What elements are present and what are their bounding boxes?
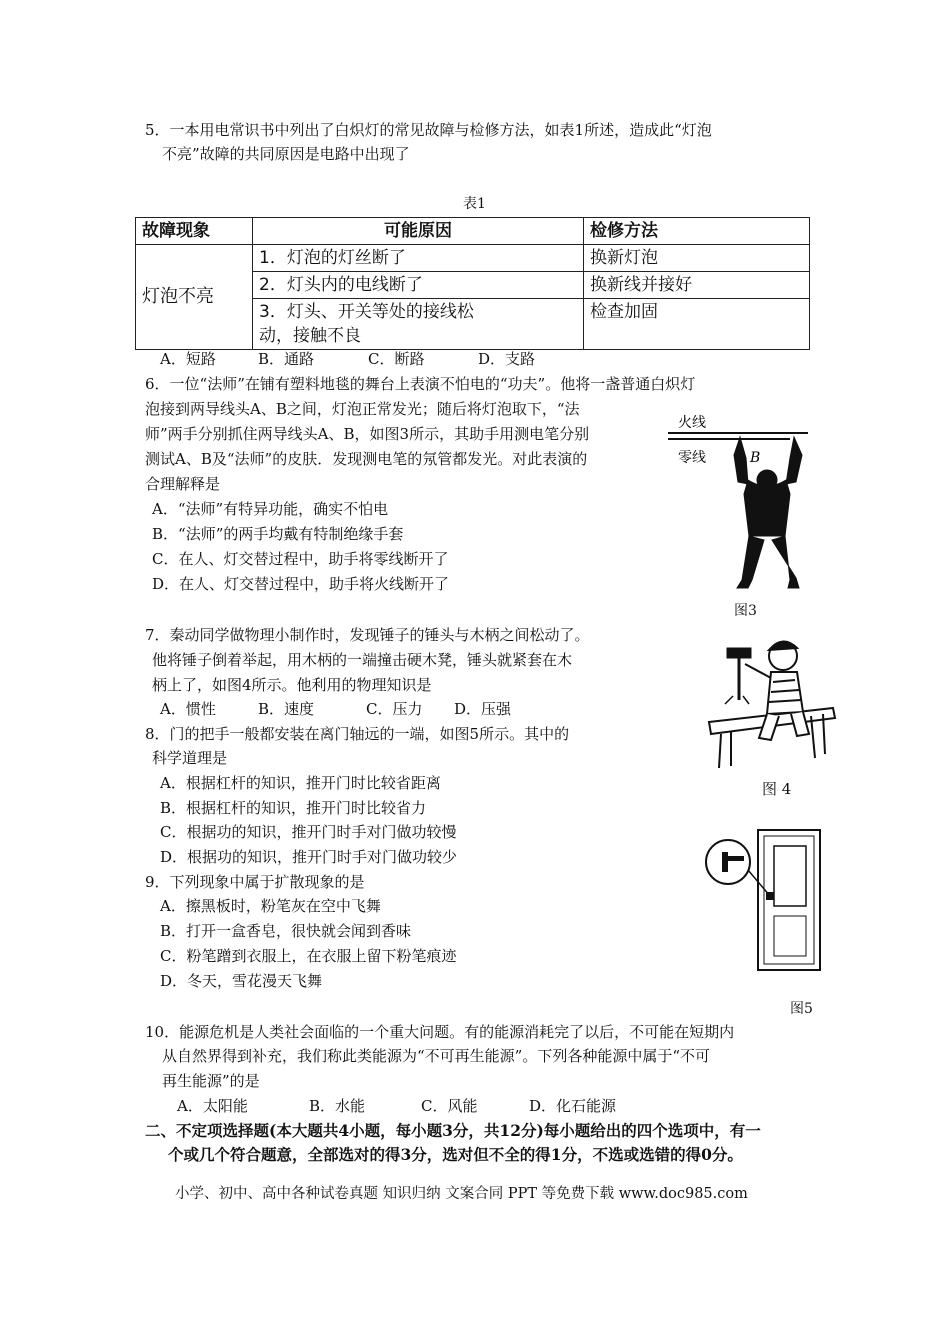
table-cell-fix: 换新灯泡	[584, 245, 810, 272]
q5-option-c: C．断路	[368, 350, 425, 368]
figure3-caption: 图3	[734, 603, 757, 619]
q8-option-d: D．根据功的知识，推开门时手对门做功较少	[160, 848, 458, 866]
q9-option-d: D．冬天，雪花漫天飞舞	[160, 972, 323, 990]
q6-stem-line5: 合理解释是	[145, 475, 221, 493]
table-cell-cause: 2．灯头内的电线断了	[253, 272, 584, 299]
q8-option-b: B．根据杠杆的知识，推开门时比较省力	[160, 799, 427, 817]
figure4-boy-hammer	[705, 630, 840, 770]
figure3-person-silhouette	[734, 437, 802, 588]
table-cell-cause: 1．灯泡的灯丝断了	[253, 245, 584, 272]
table-row	[136, 245, 810, 272]
q10-stem-line2: 从自然界得到补充，我们称此类能源为“不可再生能源”。下列各种能源中属于“不可	[162, 1047, 711, 1065]
q6-option-c: C．在人、灯交替过程中，助手将零线断开了	[152, 550, 449, 568]
q10-option-c: C．风能	[421, 1097, 478, 1115]
q7-option-a: A．惯性	[160, 700, 216, 718]
q8-stem-line2: 科学道理是	[152, 749, 228, 767]
page-footer: 小学、初中、高中各种试卷真题 知识归纳 文案合同 PPT 等免费下载 www.doc985.com	[175, 1186, 748, 1202]
q8-stem-line1: 8．门的把手一般都安装在离门轴远的一端，如图5所示。其中的	[145, 725, 570, 743]
table-header-cause: 可能原因	[253, 218, 584, 245]
figure5-caption: 图5	[790, 1001, 813, 1017]
figure5-door	[700, 826, 825, 974]
q7-option-c: C．压力	[366, 700, 423, 718]
table-cell-fault: 灯泡不亮	[136, 245, 253, 350]
q10-option-b: B．水能	[309, 1097, 366, 1115]
q6-option-d: D．在人、灯交替过程中，助手将火线断开了	[152, 575, 450, 593]
q10-option-d: D．化石能源	[529, 1097, 617, 1115]
q6-option-a: A．“法师”有特异功能，确实不怕电	[152, 500, 389, 518]
fault-table	[135, 217, 810, 350]
table-cell-fix: 检查加固	[584, 299, 810, 350]
q7-options	[160, 698, 511, 720]
figure3-live-wire-label: 火线	[678, 415, 706, 431]
q6-option-b: B．“法师”的两手均戴有特制绝缘手套	[152, 525, 404, 543]
q5-stem-line2: 不亮”故障的共同原因是电路中出现了	[162, 145, 410, 163]
q7-stem-line1: 7．秦动同学做物理小制作时，发现锤子的锤头与木柄之间松动了。	[145, 626, 590, 644]
q8-option-c: C．根据功的知识，推开门时手对门做功较慢	[160, 823, 457, 841]
table-header-row	[136, 218, 810, 245]
q7-option-d: D．压强	[454, 700, 512, 718]
q9-option-c: C．粉笔蹭到衣服上，在衣服上留下粉笔痕迹	[160, 947, 457, 965]
section2-heading-line2: 个或几个符合题意，全部选对的得3分，选对但不全的得1分，不选或选错的得0分。	[168, 1145, 743, 1164]
figure4-caption: 图 4	[762, 780, 792, 798]
figure3-b-label: B	[750, 450, 761, 466]
q5-option-a: A．短路	[160, 350, 216, 368]
table1-caption: 表1	[463, 196, 486, 212]
figure3-magician	[668, 410, 816, 595]
figure3-neutral-wire-label: 零线	[678, 450, 706, 466]
figure4-hammer	[725, 648, 751, 704]
q10-stem-line1: 10．能源危机是人类社会面临的一个重大问题。有的能源消耗完了以后，不可能在短期内	[145, 1023, 735, 1041]
q6-stem-line1: 6．一位“法师”在铺有塑料地毯的舞台上表演不怕电的“功夫”。他将一盏普通白炽灯	[145, 375, 696, 393]
q5-stem-line1: 5．一本用电常识书中列出了白炽灯的常见故障与检修方法，如表1所述，造成此“灯泡	[145, 121, 712, 139]
q10-option-a: A．太阳能	[177, 1097, 248, 1115]
table-cell-cause-line1: 3．灯头、开关等处的接线松	[259, 302, 474, 322]
table-header-fix: 检修方法	[584, 218, 810, 245]
q6-stem-line3: 师”两手分别抓住两导线头A、B，如图3所示，其助手用测电笔分别	[145, 425, 590, 443]
section2-heading-line1: 二、不定项选择题(本大题共4小题，每小题3分，共12分)每小题给出的四个选项中，有一	[145, 1121, 761, 1140]
q6-stem-line2: 泡接到两导线头A、B之间，灯泡正常发光；随后将灯泡取下，“法	[145, 400, 580, 418]
q7-stem-line3: 柄上了，如图4所示。他利用的物理知识是	[152, 676, 432, 694]
q6-stem-line4: 测试A、B及“法师”的皮肤．发现测电笔的氖管都发光。对此表演的	[145, 450, 588, 468]
q10-options	[177, 1095, 616, 1117]
q5-options	[160, 348, 535, 370]
q7-stem-line2: 他将锤子倒着举起，用木柄的一端撞击硬木凳，锤头就紧套在木	[152, 651, 573, 669]
q5-option-d: D．支路	[478, 350, 536, 368]
q8-option-a: A．根据杠杆的知识，推开门时比较省距离	[160, 774, 441, 792]
table-cell-fix: 换新线并接好	[584, 272, 810, 299]
q10-stem-line3: 再生能源”的是	[162, 1072, 260, 1090]
table-cell-cause-line2: 动，接触不良	[259, 326, 361, 346]
table-cell-cause	[253, 299, 584, 350]
q9-option-b: B．打开一盒香皂，很快就会闻到香味	[160, 922, 412, 940]
table-header-fault: 故障现象	[136, 218, 253, 245]
q9-stem: 9．下列现象中属于扩散现象的是	[145, 873, 365, 891]
q7-option-b: B．速度	[258, 700, 315, 718]
q5-option-b: B．通路	[258, 350, 315, 368]
q9-option-a: A．擦黑板时，粉笔灰在空中飞舞	[160, 897, 381, 915]
